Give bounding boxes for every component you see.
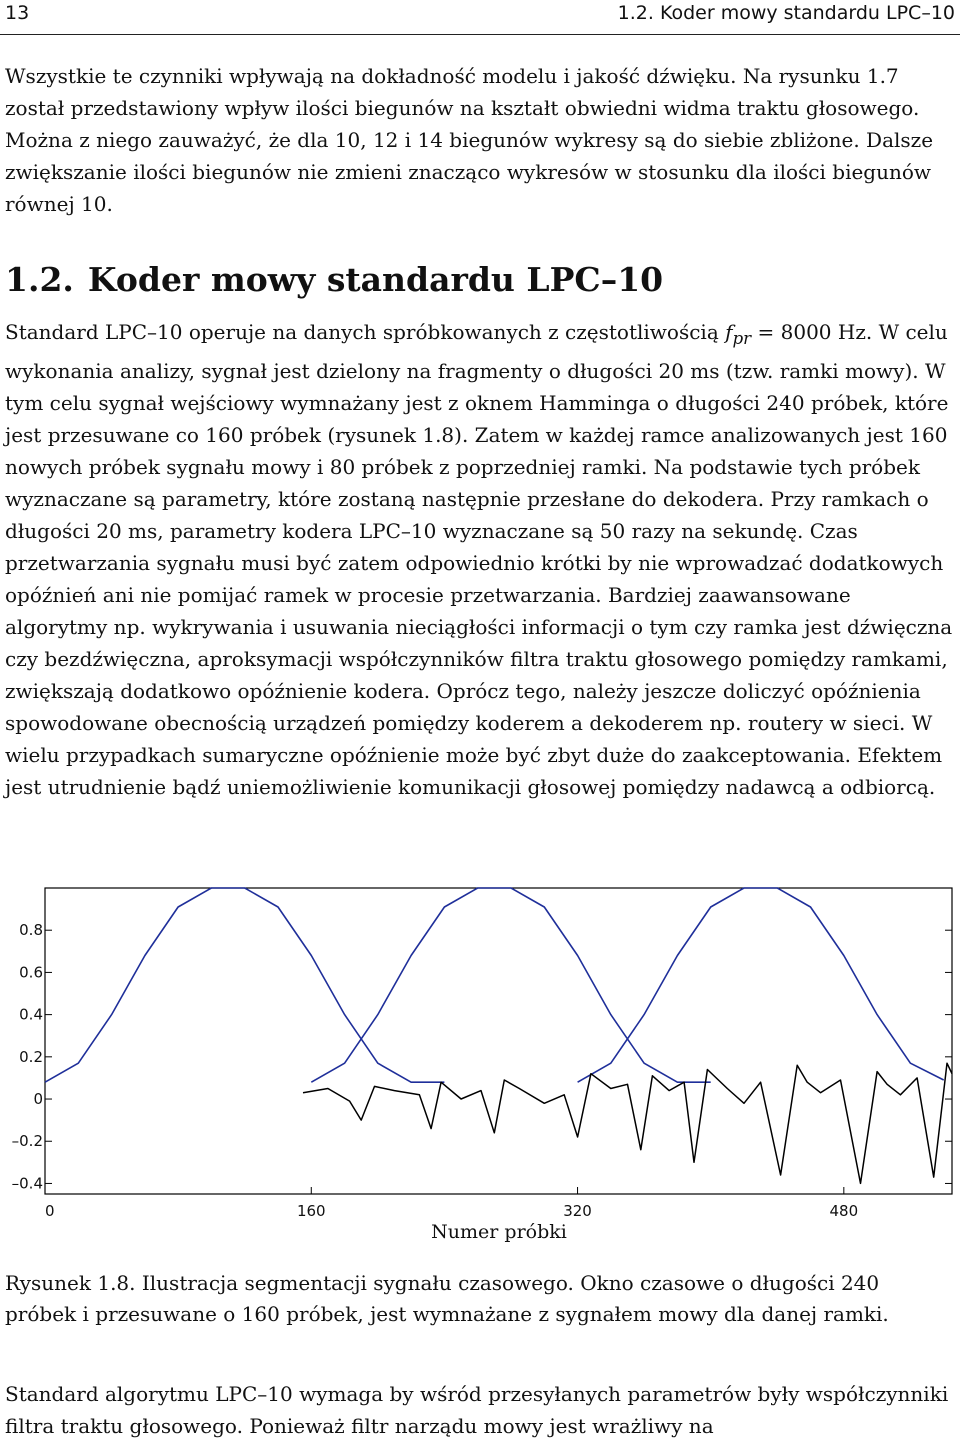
- y-tick-label: 0: [33, 1090, 43, 1109]
- y-tick-label: –0.2: [11, 1132, 43, 1151]
- hamming-window-line-1: [45, 888, 444, 1082]
- x-tick-label: 0: [45, 1202, 55, 1220]
- caption-text: Ilustracja segmentacji sygnału czasowego. Okno czasowe o długości 240 próbek i przesuwane o 160 próbek, jest wymnażane z sygnałem mowy dla danej ramki.: [5, 1271, 889, 1326]
- page-number: 13: [5, 2, 30, 24]
- y-tick-label: 0.6: [19, 963, 43, 982]
- section-paragraph: [5, 316, 955, 803]
- plot-frame: [45, 888, 952, 1194]
- chart-svg: [0, 880, 960, 1260]
- y-tick-label: 0.2: [19, 1047, 43, 1066]
- bottom-paragraph: Standard algorytmu LPC–10 wymaga by wśród przesyłanych parametrów były współczynniki filtra traktu głosowego. Ponieważ filtr narządu mowy jest wrażliwy na: [5, 1382, 949, 1438]
- section-number: 1.2.: [5, 260, 74, 299]
- page-header: [0, 0, 960, 35]
- series-group: [45, 888, 952, 1183]
- y-tick-label: 0.8: [19, 921, 43, 940]
- math-subscript: pr: [732, 329, 752, 348]
- figure-caption: [5, 1268, 955, 1330]
- math-equals: = 8000: [757, 320, 832, 344]
- intro-paragraph: Wszystkie te czynniki wpływają na dokładność modelu i jakość dźwięku. Na rysunku 1.7 został przedstawiony wpływ ilości biegunów na kształt obwiedni widma traktu głosowego. Można z niego zauważyć, że dla 10, 12 i 14 biegunów wykresy są do siebie zbliżone. Dalsze zwiększanie ilości biegunów nie zmieni znacząco wykresów w stosunku dla ilości biegunów równej 10.: [5, 64, 934, 216]
- paragraph-lead: Standard LPC–10 operuje na danych spróbkowanych z częstotliwością: [5, 320, 719, 344]
- y-axis: [12, 921, 952, 1192]
- paragraph-rest: Hz. W celu wykonania analizy, sygnał jest dzielony na fragmenty o długości 20 ms (tzw. ramki mowy). W tym celu sygnał wejściowy wymnażany jest z oknem Hamminga o długości 240 próbek, które jest przesuwane co 160 próbek (rysunek 1.8). Zatem w każdej ramce analizowanych jest 160 nowych próbek sygnału mowy i 80 próbek z poprzedniej ramki. Na podstawie tych próbek wyznaczane są parametry, które zostaną następnie przesłane do dekodera. Przy ramkach o długości 20 ms, parametry kodera LPC–10 wyznaczane są 50 razy na sekundę. Czas przetwarzania sygnału musi być zatem odpowiednio krótki by nie wprowadzać dodatkowych opóźnień ani nie pomijać ramek w procesie przetwarzania. Bardziej zaawansowane algorytmy np. wykrywania i usuwania nieciągłości informacji o tym czy ramka jest dźwięczna czy bezdźwięczna, aproksymacji współczynników filtra traktu głosowego pomiędzy ramkami, zwiększają dodatkowo opóźnienie kodera. Oprócz tego, należy jeszcze doliczyć opóźnienia spowodowane obecnością urządzeń pomiędzy koderem a dekoderem np. routery w sieci. W wielu przypadkach sumaryczne opóźnienie może być zbyt duże do zaakceptowania. Efektem jest utrudnienie bądź uniemożliwienie komunikacji głosowej pomiędzy nadawcą a odbiorcą.: [5, 320, 953, 799]
- section-title: Koder mowy standardu LPC–10: [87, 260, 664, 299]
- running-title: 1.2. Koder mowy standardu LPC–10: [617, 2, 955, 24]
- section-heading: [5, 258, 663, 302]
- math-symbol: f: [725, 320, 733, 344]
- caption-label: Rysunek 1.8.: [5, 1271, 136, 1295]
- y-tick-label: 0.4: [19, 1005, 43, 1024]
- x-tick-label: 320: [563, 1202, 592, 1220]
- x-tick-label: 480: [829, 1202, 859, 1220]
- hamming-window-line-3: [578, 888, 944, 1082]
- x-axis-label: Numer próbki: [431, 1221, 567, 1243]
- y-tick-label: –0.4: [11, 1174, 43, 1193]
- speech-signal-line: [303, 1063, 952, 1183]
- figure-chart: [0, 880, 960, 1260]
- x-axis: [45, 1187, 858, 1220]
- x-tick-label: 160: [296, 1202, 326, 1220]
